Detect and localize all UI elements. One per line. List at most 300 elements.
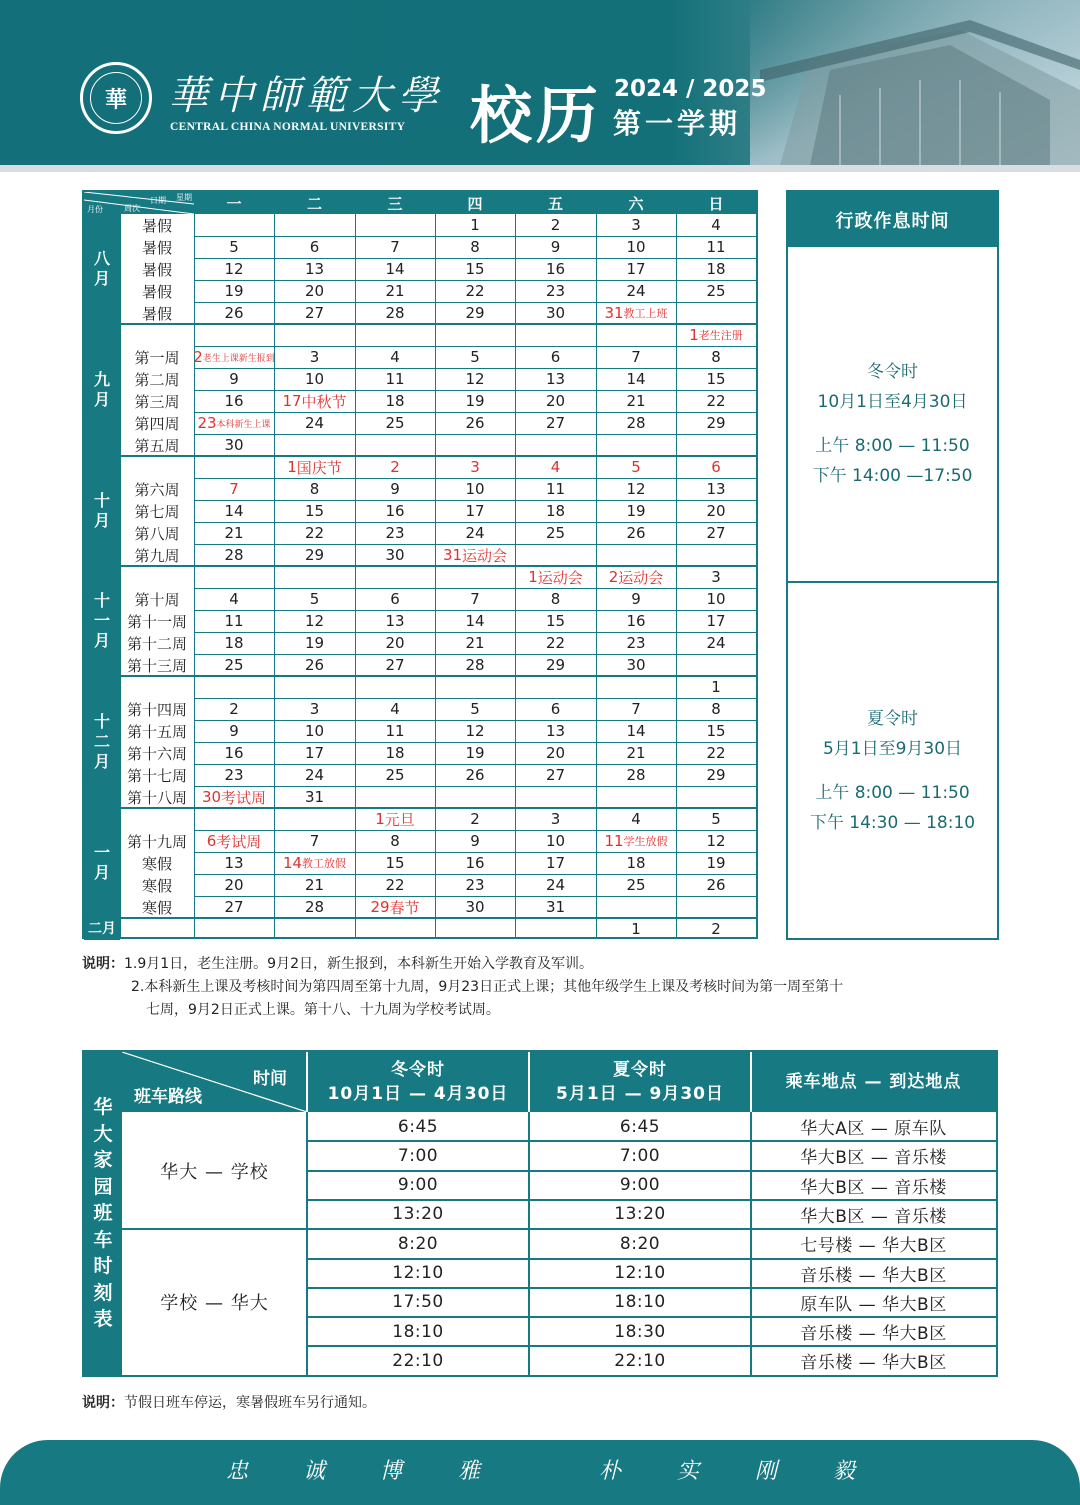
day-cell: 10 bbox=[304, 370, 325, 388]
day-cell bbox=[596, 676, 676, 698]
day-cell: 5 bbox=[711, 810, 721, 828]
day-cell: 16 bbox=[626, 612, 646, 630]
day-cell: 18 bbox=[626, 854, 646, 872]
day-cell: 23 bbox=[385, 524, 405, 542]
day-cell: 13 bbox=[304, 260, 325, 278]
day-cell: 22 bbox=[304, 524, 325, 542]
day-cell: 9 bbox=[229, 370, 239, 388]
week-label bbox=[120, 324, 194, 346]
note-line-3: 七周，9月2日正式上课。第十八、十九周为学校考试周。 bbox=[146, 1002, 500, 1018]
day-cell: 12 bbox=[626, 480, 646, 498]
day-cell: 16 bbox=[224, 392, 244, 410]
day-cell: 14 bbox=[465, 612, 485, 630]
day-cell: 6 bbox=[309, 238, 320, 256]
day-cell bbox=[435, 566, 515, 588]
day-cell: 10 bbox=[545, 832, 566, 850]
day-cell: 28 bbox=[385, 304, 405, 322]
motto-char: 雅 bbox=[457, 1458, 480, 1484]
col-place-header bbox=[751, 1052, 996, 1112]
week-label: 第六周 bbox=[134, 480, 180, 499]
day-cell: 17 bbox=[626, 260, 646, 278]
day-number: 14 bbox=[282, 854, 303, 872]
col-winter-header bbox=[307, 1052, 529, 1112]
day-cell: 4 bbox=[229, 590, 239, 608]
day-cell: 18 bbox=[224, 634, 244, 652]
col-summer-range: 5月1日 — 9月30日 bbox=[556, 1084, 724, 1104]
day-cell: 13 bbox=[224, 854, 244, 872]
day-number: 31 bbox=[604, 304, 624, 322]
day-number: 5 bbox=[631, 458, 641, 476]
day-number: 17 bbox=[282, 392, 302, 410]
day-cell bbox=[435, 676, 515, 698]
day-cell: 26 bbox=[706, 876, 726, 894]
weekday-header: 一 bbox=[226, 194, 242, 213]
day-cell: 6 bbox=[550, 700, 561, 718]
day-cell: 31 bbox=[304, 788, 325, 806]
week-label: 第十七周 bbox=[126, 766, 187, 785]
day-cell bbox=[676, 324, 756, 346]
day-cell bbox=[676, 896, 756, 918]
month-label: 十 一 月 bbox=[84, 566, 120, 676]
school-calendar-grid bbox=[82, 190, 758, 939]
day-cell: 29 bbox=[465, 304, 485, 322]
bus-departure-time: 13:20 bbox=[614, 1204, 666, 1225]
day-cell: 20 bbox=[545, 744, 566, 762]
day-cell: 15 bbox=[465, 260, 485, 278]
event-label: 国庆节 bbox=[296, 458, 342, 477]
event-label: 本科新生上课 bbox=[216, 419, 271, 430]
day-cell bbox=[435, 918, 515, 940]
week-label: 第十六周 bbox=[126, 744, 187, 763]
week-label: 第十二周 bbox=[126, 634, 187, 653]
day-number: 31 bbox=[442, 546, 463, 564]
day-cell: 29 bbox=[545, 656, 566, 674]
day-cell: 2 bbox=[229, 700, 239, 718]
side-title-char: 班 bbox=[93, 1202, 113, 1225]
day-cell: 2 bbox=[711, 920, 721, 938]
week-label: 暑假 bbox=[141, 304, 172, 323]
day-cell: 26 bbox=[304, 656, 325, 674]
calendar-header-row bbox=[84, 192, 756, 214]
motto-char: 毅 bbox=[832, 1458, 855, 1484]
day-cell bbox=[355, 808, 435, 830]
day-cell: 25 bbox=[706, 282, 726, 300]
day-cell bbox=[274, 676, 355, 698]
day-cell bbox=[515, 566, 596, 588]
col-place-title: 乘车地点 — 到达地点 bbox=[785, 1072, 962, 1092]
weekday-header: 六 bbox=[628, 194, 644, 213]
week-label: 第四周 bbox=[134, 414, 180, 433]
day-cell: 29 bbox=[706, 414, 726, 432]
event-label: 教工放假 bbox=[302, 857, 347, 870]
day-cell: 3 bbox=[631, 216, 641, 234]
day-cell: 4 bbox=[711, 216, 721, 234]
week-label: 第十三周 bbox=[126, 656, 187, 675]
day-cell bbox=[274, 434, 355, 456]
event-label: 老生上课新生报到 bbox=[202, 353, 275, 364]
day-cell: 23 bbox=[465, 876, 485, 894]
day-cell: 20 bbox=[545, 392, 566, 410]
day-cell: 26 bbox=[465, 766, 485, 784]
side-title-char: 刻 bbox=[93, 1281, 113, 1304]
week-label: 第七周 bbox=[134, 502, 180, 521]
day-cell bbox=[194, 786, 274, 808]
bus-note bbox=[82, 1392, 376, 1415]
week-label: 第二周 bbox=[134, 370, 180, 389]
office-hours-panel bbox=[786, 190, 999, 940]
day-cell bbox=[515, 676, 596, 698]
semester-label: 第一学期 bbox=[613, 107, 742, 140]
day-cell: 23 bbox=[224, 766, 244, 784]
day-number: 29 bbox=[370, 898, 390, 916]
day-cell: 16 bbox=[224, 744, 244, 762]
day-cell: 4 bbox=[390, 700, 400, 718]
day-cell bbox=[194, 830, 274, 852]
day-cell bbox=[596, 544, 676, 566]
day-cell: 13 bbox=[545, 722, 566, 740]
side-title-char: 家 bbox=[93, 1149, 113, 1172]
timetable-col-divider bbox=[528, 1112, 530, 1375]
day-cell bbox=[274, 456, 355, 478]
side-title-char: 华 bbox=[93, 1096, 113, 1119]
day-cell bbox=[515, 786, 596, 808]
day-cell: 20 bbox=[224, 876, 244, 894]
week-label: 暑假 bbox=[141, 260, 172, 279]
bus-departure-time: 18:10 bbox=[614, 1292, 666, 1313]
day-cell: 22 bbox=[385, 876, 405, 894]
day-cell: 19 bbox=[465, 392, 485, 410]
winter-range: 10月1日至4月30日 bbox=[817, 392, 968, 412]
day-cell: 1 bbox=[470, 216, 480, 234]
day-cell bbox=[676, 302, 756, 324]
bus-departure-time: 17:50 bbox=[392, 1292, 444, 1313]
day-cell bbox=[676, 456, 756, 478]
motto-char: 忠 bbox=[225, 1458, 248, 1484]
day-cell: 30 bbox=[224, 436, 244, 454]
day-cell: 15 bbox=[304, 502, 325, 520]
timetable-col-divider bbox=[750, 1112, 752, 1375]
day-cell bbox=[596, 302, 676, 324]
day-number: 6 bbox=[711, 458, 721, 476]
day-cell: 21 bbox=[465, 634, 485, 652]
day-cell bbox=[274, 390, 355, 412]
month-label: 九 月 bbox=[84, 324, 120, 456]
day-cell: 9 bbox=[390, 480, 400, 498]
day-cell: 13 bbox=[706, 480, 726, 498]
day-cell: 9 bbox=[631, 590, 641, 608]
day-cell: 17 bbox=[304, 744, 325, 762]
bus-route-stops: 音乐楼 — 华大B区 bbox=[800, 1324, 947, 1345]
bus-route-stops: 音乐楼 — 华大B区 bbox=[800, 1265, 947, 1286]
day-cell: 18 bbox=[385, 744, 405, 762]
event-label: 考试周 bbox=[221, 788, 267, 807]
week-label bbox=[120, 566, 194, 588]
academic-year: 2024 / 2025 bbox=[614, 76, 767, 102]
week-label: 第十五周 bbox=[126, 722, 187, 741]
day-cell bbox=[194, 478, 274, 500]
day-cell: 22 bbox=[545, 634, 566, 652]
day-cell bbox=[355, 676, 435, 698]
day-cell bbox=[355, 566, 435, 588]
day-cell: 27 bbox=[545, 766, 566, 784]
day-cell: 15 bbox=[545, 612, 566, 630]
day-cell: 28 bbox=[304, 898, 325, 916]
month-label: 一 月 bbox=[84, 808, 120, 918]
summer-label: 夏令时 bbox=[867, 709, 918, 729]
event-label: 春节 bbox=[389, 898, 420, 917]
day-cell: 7 bbox=[390, 238, 400, 256]
day-cell: 10 bbox=[465, 480, 485, 498]
day-cell: 24 bbox=[465, 524, 485, 542]
footer-band bbox=[0, 1440, 1080, 1505]
day-number: 7 bbox=[229, 480, 239, 498]
day-cell: 16 bbox=[465, 854, 485, 872]
day-cell bbox=[515, 456, 596, 478]
week-label: 第三周 bbox=[134, 392, 180, 411]
week-label: 第十一周 bbox=[126, 612, 187, 631]
day-cell bbox=[355, 896, 435, 918]
day-cell: 26 bbox=[465, 414, 485, 432]
day-cell: 21 bbox=[224, 524, 244, 542]
day-cell: 19 bbox=[465, 744, 485, 762]
header-separator bbox=[306, 1052, 308, 1112]
day-cell bbox=[676, 786, 756, 808]
day-cell: 8 bbox=[711, 348, 721, 366]
corner-weekday-label: 星期 bbox=[176, 193, 192, 202]
day-cell: 27 bbox=[545, 414, 566, 432]
day-cell: 12 bbox=[304, 612, 325, 630]
side-title-char: 大 bbox=[93, 1122, 113, 1145]
day-cell bbox=[355, 434, 435, 456]
day-cell: 27 bbox=[706, 524, 726, 542]
day-cell: 26 bbox=[224, 304, 244, 322]
day-cell bbox=[274, 852, 355, 874]
day-cell: 8 bbox=[309, 480, 320, 498]
header-banner bbox=[0, 0, 1080, 165]
corner-date-label: 日期 bbox=[150, 196, 166, 205]
day-cell: 5 bbox=[309, 590, 320, 608]
day-cell: 21 bbox=[385, 282, 405, 300]
side-title-char: 车 bbox=[93, 1228, 113, 1251]
day-cell bbox=[676, 544, 756, 566]
day-cell bbox=[596, 830, 676, 852]
side-title-char: 时 bbox=[93, 1255, 113, 1278]
week-label: 暑假 bbox=[141, 282, 172, 301]
day-cell: 20 bbox=[304, 282, 325, 300]
day-cell: 11 bbox=[224, 612, 244, 630]
day-cell: 28 bbox=[626, 766, 646, 784]
bus-departure-time: 9:00 bbox=[397, 1175, 439, 1196]
day-cell bbox=[596, 456, 676, 478]
day-cell: 7 bbox=[631, 700, 641, 718]
corner-time-label: 时间 bbox=[253, 1069, 287, 1089]
bus-route-stops: 华大A区 — 原车队 bbox=[800, 1119, 947, 1139]
office-hours-title: 行政作息时间 bbox=[788, 192, 997, 247]
winter-hours bbox=[788, 357, 997, 491]
bus-departure-time: 13:20 bbox=[392, 1204, 444, 1225]
day-number: 11 bbox=[604, 832, 624, 850]
day-cell: 17 bbox=[545, 854, 566, 872]
bus-departure-time: 6:45 bbox=[619, 1116, 661, 1137]
day-cell: 10 bbox=[626, 238, 646, 256]
week-label: 暑假 bbox=[141, 216, 172, 235]
day-cell: 30 bbox=[465, 898, 485, 916]
header-separator bbox=[750, 1052, 752, 1112]
day-cell: 12 bbox=[465, 722, 485, 740]
bus-departure-time: 9:00 bbox=[619, 1175, 661, 1196]
day-cell bbox=[194, 808, 274, 830]
day-cell: 3 bbox=[550, 810, 561, 828]
day-cell bbox=[194, 456, 274, 478]
day-cell bbox=[194, 346, 274, 368]
event-label: 中秋节 bbox=[301, 392, 347, 411]
day-cell: 19 bbox=[626, 502, 646, 520]
summer-range: 5月1日至9月30日 bbox=[822, 739, 963, 759]
day-cell: 28 bbox=[465, 656, 485, 674]
day-cell: 28 bbox=[626, 414, 646, 432]
bus-route-stops: 华大B区 — 音乐楼 bbox=[800, 1148, 947, 1169]
day-cell bbox=[596, 566, 676, 588]
day-cell bbox=[435, 786, 515, 808]
day-number: 4 bbox=[550, 458, 561, 476]
winter-pm: 下午 14:00 —17:50 bbox=[812, 466, 973, 486]
bus-departure-time: 8:20 bbox=[397, 1233, 439, 1254]
day-cell: 3 bbox=[309, 348, 320, 366]
day-cell: 1 bbox=[631, 920, 641, 938]
day-cell: 25 bbox=[545, 524, 566, 542]
day-cell: 7 bbox=[631, 348, 641, 366]
day-cell: 27 bbox=[385, 656, 405, 674]
bus-departure-time: 12:10 bbox=[614, 1263, 666, 1283]
day-cell: 7 bbox=[470, 590, 480, 608]
day-cell: 7 bbox=[309, 832, 320, 850]
day-cell: 3 bbox=[309, 700, 320, 718]
day-number: 23 bbox=[197, 414, 217, 432]
week-label: 寒假 bbox=[141, 854, 172, 873]
summer-pm: 下午 14:30 — 18:10 bbox=[809, 813, 976, 833]
week-label bbox=[120, 676, 194, 698]
day-cell: 27 bbox=[224, 898, 244, 916]
day-cell: 22 bbox=[706, 392, 726, 410]
week-label bbox=[120, 456, 194, 478]
summer-am: 上午 8:00 — 11:50 bbox=[815, 783, 970, 803]
day-cell: 12 bbox=[224, 260, 244, 278]
bus-route-name: 学校 — 华大 bbox=[160, 1293, 269, 1315]
day-number: 1 bbox=[528, 568, 538, 586]
day-cell: 30 bbox=[385, 546, 405, 564]
day-cell: 20 bbox=[385, 634, 405, 652]
day-cell: 11 bbox=[385, 722, 405, 740]
day-cell: 9 bbox=[550, 238, 561, 256]
day-cell: 21 bbox=[304, 876, 325, 894]
day-cell: 22 bbox=[706, 744, 726, 762]
header-separator bbox=[528, 1052, 530, 1112]
week-label: 第九周 bbox=[134, 546, 180, 565]
day-cell: 31 bbox=[545, 898, 566, 916]
day-cell: 28 bbox=[224, 546, 244, 564]
day-cell: 4 bbox=[390, 348, 400, 366]
calendar-note-1 bbox=[82, 953, 593, 976]
day-cell bbox=[274, 324, 355, 346]
day-cell: 27 bbox=[304, 304, 325, 322]
day-cell: 24 bbox=[706, 634, 726, 652]
bus-route-stops: 音乐楼 — 华大B区 bbox=[800, 1353, 947, 1374]
bus-departure-time: 12:10 bbox=[392, 1263, 444, 1283]
weekday-header: 五 bbox=[547, 194, 563, 213]
day-number: 2 bbox=[608, 568, 619, 586]
bus-note-text: 节假日班车停运，寒暑假班车另行通知。 bbox=[124, 1395, 376, 1411]
day-number: 6 bbox=[206, 832, 217, 850]
event-label: 运动会 bbox=[537, 568, 583, 587]
motto-char: 诚 bbox=[302, 1458, 325, 1484]
note-line-2: 2.本科新生上课及考核时间为第四周至第十九周，9月23日正式上课；其他年级学生上课及考核时间为第一周至第十 bbox=[131, 979, 844, 995]
bus-departure-time: 7:00 bbox=[619, 1145, 661, 1166]
weekday-header: 日 bbox=[708, 194, 724, 213]
corner-month-label: 月份 bbox=[87, 205, 103, 214]
day-cell bbox=[676, 434, 756, 456]
day-cell: 15 bbox=[385, 854, 405, 872]
week-label: 寒假 bbox=[141, 898, 172, 917]
bus-note-label: 说明： bbox=[82, 1395, 124, 1411]
hours-divider bbox=[788, 581, 997, 583]
corner-week-label: 周次 bbox=[124, 204, 140, 213]
day-cell bbox=[596, 896, 676, 918]
day-cell: 8 bbox=[550, 590, 561, 608]
motto-char: 实 bbox=[676, 1458, 699, 1484]
day-number: 2 bbox=[193, 348, 203, 366]
week-label: 第八周 bbox=[134, 524, 180, 543]
day-cell bbox=[435, 434, 515, 456]
day-cell: 23 bbox=[545, 282, 566, 300]
motto-char: 刚 bbox=[754, 1458, 777, 1484]
month-label: 八 月 bbox=[84, 214, 120, 324]
event-label: 学生放假 bbox=[623, 835, 668, 848]
shuttle-bus-timetable bbox=[82, 1050, 998, 1377]
day-cell: 3 bbox=[711, 568, 721, 586]
event-label: 运动会 bbox=[618, 568, 664, 587]
bus-departure-time: 8:20 bbox=[619, 1233, 661, 1254]
page-title: 校历 bbox=[470, 79, 603, 152]
day-cell bbox=[194, 566, 274, 588]
day-number: 3 bbox=[470, 458, 480, 476]
day-cell bbox=[274, 918, 355, 940]
bus-route-name: 华大 — 学校 bbox=[160, 1161, 269, 1183]
event-label: 运动会 bbox=[462, 546, 508, 565]
day-cell: 24 bbox=[304, 766, 325, 784]
timetable-col-divider bbox=[306, 1112, 308, 1375]
timetable-side-title bbox=[84, 1052, 122, 1375]
day-cell: 24 bbox=[545, 876, 566, 894]
day-cell: 16 bbox=[545, 260, 566, 278]
day-cell bbox=[676, 654, 756, 676]
winter-am: 上午 8:00 — 11:50 bbox=[815, 436, 970, 456]
week-label bbox=[120, 808, 194, 830]
timetable-corner-cell bbox=[122, 1052, 307, 1112]
day-cell: 25 bbox=[224, 656, 244, 674]
day-cell: 6 bbox=[390, 590, 400, 608]
day-cell: 8 bbox=[711, 700, 721, 718]
day-cell: 14 bbox=[626, 722, 646, 740]
day-cell bbox=[355, 324, 435, 346]
day-cell: 13 bbox=[545, 370, 566, 388]
day-cell: 9 bbox=[229, 722, 239, 740]
day-cell: 19 bbox=[224, 282, 244, 300]
day-cell: 30 bbox=[545, 304, 566, 322]
day-cell bbox=[274, 214, 355, 236]
day-cell bbox=[355, 456, 435, 478]
day-cell bbox=[596, 434, 676, 456]
seal-emblem: 華 bbox=[90, 72, 142, 124]
